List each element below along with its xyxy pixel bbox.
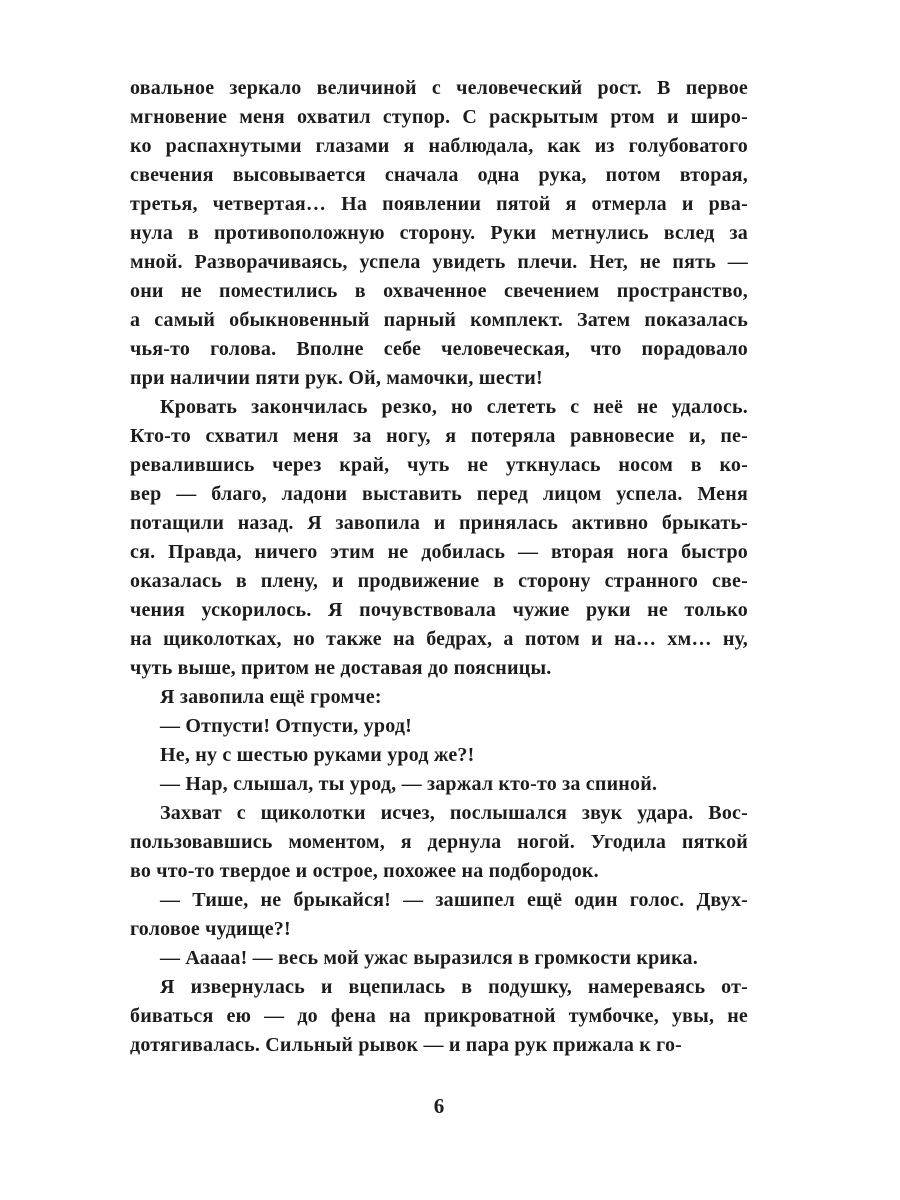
text-line: а самый обыкновенный парный комплект. Затем показалась <box>130 309 748 331</box>
text-line: овальное зеркало величиной с человеческий рост. В первое <box>130 77 748 99</box>
text-line: оказалась в плену, и продвижение в сторону странного све- <box>130 570 748 592</box>
paragraph <box>130 74 748 393</box>
text-line: Кровать закончилась резко, но слететь с неё не удалось. <box>160 396 748 418</box>
text-line: Я завопила ещё громче: <box>160 686 382 708</box>
text-line: — Ааааа! — весь мой ужас выразился в громкости крика. <box>160 947 698 969</box>
text-line: мгновение меня охватил ступор. С раскрытым ртом и широ- <box>130 106 748 128</box>
text-line: чения ускорилось. Я почувствовала чужие руки не только <box>130 599 748 621</box>
text-line: пользовавшись моментом, я дернула ногой. Угодила пяткой <box>130 831 748 853</box>
text-line: головое чудище?! <box>130 918 291 940</box>
text-line: — Нар, слышал, ты урод, — заржал кто-то за спиной. <box>160 773 658 795</box>
text-line: при наличии пяти рук. Ой, мамочки, шести! <box>130 367 543 389</box>
paragraph <box>130 973 748 1060</box>
paragraph <box>130 741 748 770</box>
page-number: 6 <box>433 1094 445 1118</box>
text-line: биваться ею — до фена на прикроватной тумбочке, увы, не <box>130 1005 748 1027</box>
text-line: Кто-то схватил меня за ногу, я потеряла равновесие и, пе- <box>130 425 748 447</box>
text-line: Не, ну с шестью руками урод же?! <box>160 744 475 766</box>
text-line: потащили назад. Я завопила и принялась активно брыкать- <box>130 512 748 534</box>
text-line: дотягивалась. Сильный рывок — и пара рук прижала к го- <box>130 1034 683 1056</box>
text-line: нула в противоположную сторону. Руки метнулись вслед за <box>130 222 748 244</box>
paragraph <box>130 393 748 683</box>
paragraph <box>130 770 748 799</box>
text-line: чуть выше, притом не доставая до поясницы. <box>130 657 552 679</box>
text-line: третья, четвертая… На появлении пятой я отмерла и рва- <box>130 193 748 215</box>
text-line: ревалившись через край, чуть не уткнулась носом в ко- <box>130 454 748 476</box>
paragraph <box>130 944 748 973</box>
text-line: во что-то твердое и острое, похожее на подбородок. <box>130 860 599 882</box>
paragraph <box>130 683 748 712</box>
text-line: — Тише, не брыкайся! — зашипел ещё один голос. Двух- <box>160 889 748 911</box>
text-block <box>130 74 748 1060</box>
paragraph <box>130 799 748 886</box>
text-line: они не поместились в охваченное свечением пространство, <box>130 280 748 302</box>
text-line: на щиколотках, но также на бедрах, а потом и на… хм… ну, <box>130 628 748 650</box>
text-line: ко распахнутыми глазами я наблюдала, как из голубоватого <box>130 135 748 157</box>
paragraph <box>130 886 748 944</box>
paragraph <box>130 712 748 741</box>
text-line: чья-то голова. Вполне себе человеческая, что порадовало <box>130 338 748 360</box>
text-line: — Отпусти! Отпусти, урод! <box>160 715 413 737</box>
text-line: Захват с щиколотки исчез, послышался звук удара. Вос- <box>160 802 748 824</box>
text-line: ся. Правда, ничего этим не добилась — вторая нога быстро <box>130 541 748 563</box>
text-line: свечения высовывается сначала одна рука, потом вторая, <box>130 164 748 186</box>
text-line: вер — благо, ладони выставить перед лицом успела. Меня <box>130 483 748 505</box>
text-line: мной. Разворачиваясь, успела увидеть плечи. Нет, не пять — <box>130 251 748 273</box>
text-line: Я извернулась и вцепилась в подушку, намереваясь от- <box>160 976 748 998</box>
